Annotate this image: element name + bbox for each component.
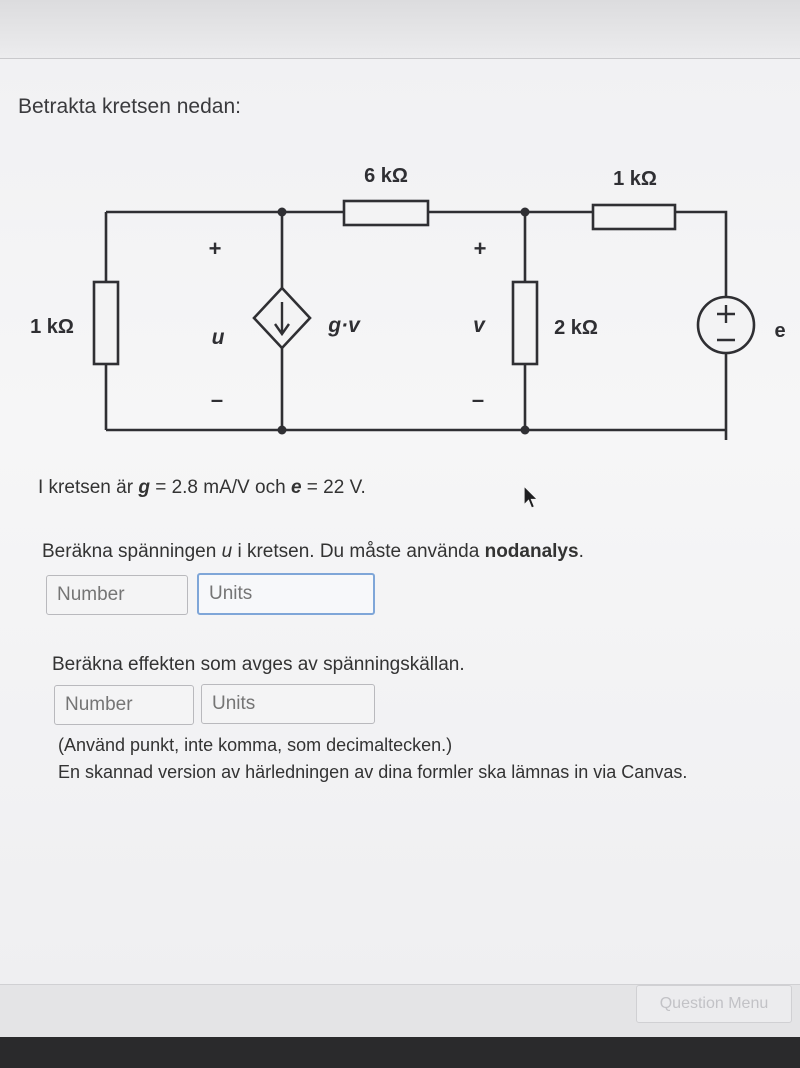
q1-number-input[interactable]: [46, 575, 188, 615]
top-band: [0, 0, 800, 59]
q1-prefix: Beräkna spänningen: [42, 541, 222, 562]
node-dot: [278, 208, 287, 217]
q1-middle: i kretsen. Du måste använda: [232, 541, 485, 562]
minus-u: –: [210, 387, 224, 412]
screen-bezel: [0, 1037, 800, 1068]
circuit-diagram: [0, 150, 800, 450]
label-v: v: [473, 314, 485, 337]
given-e-value: = 22 V.: [301, 477, 366, 498]
canvas-note: En skannad version av härledningen av dina formler ska lämnas in via Canvas.: [58, 762, 688, 782]
given-g-symbol: g: [138, 477, 150, 498]
label-2k: 2 kΩ: [554, 317, 598, 339]
q1-suffix: .: [578, 541, 584, 562]
resistor-6k: [344, 201, 428, 225]
question-menu-button[interactable]: Question Menu: [636, 985, 792, 1023]
label-1k-top: 1 kΩ: [613, 168, 657, 190]
resistor-2k: [513, 282, 537, 364]
given-g-value: = 2.8 mA/V och: [149, 477, 291, 498]
resistor-1k-right: [593, 205, 675, 229]
decimal-note: (Använd punkt, inte komma, som decimaltecken.): [58, 735, 453, 755]
node-dot: [278, 426, 287, 435]
q1-units-input[interactable]: [197, 573, 375, 615]
label-6k: 6 kΩ: [364, 165, 408, 187]
node-dot: [521, 426, 530, 435]
mouse-cursor-icon: [522, 485, 540, 511]
node-dot: [521, 208, 530, 217]
given-e-symbol: e: [290, 477, 302, 498]
q2-number-input[interactable]: [54, 685, 194, 725]
given-values: [38, 477, 366, 499]
voltage-source: [698, 297, 754, 353]
question-1-text: [42, 541, 584, 563]
plus-u: +: [208, 236, 222, 261]
given-prefix: I kretsen är: [38, 477, 139, 498]
resistor-left: [94, 282, 118, 364]
label-u: u: [211, 326, 225, 349]
intro-text: Betrakta kretsen nedan:: [18, 95, 241, 118]
q1-bold: nodanalys: [484, 541, 579, 562]
label-e: e: [774, 320, 786, 342]
q1-variable: u: [221, 541, 233, 562]
label-gv: g·v: [328, 314, 360, 337]
plus-v: +: [473, 236, 487, 261]
label-1k-left: 1 kΩ: [30, 316, 74, 338]
question-2-text: Beräkna effekten som avges av spänningskällan.: [52, 654, 465, 675]
q2-units-input[interactable]: [201, 684, 375, 724]
minus-v: –: [471, 387, 485, 412]
dependent-current-source: [254, 288, 310, 348]
footer-bar: [0, 984, 800, 1068]
